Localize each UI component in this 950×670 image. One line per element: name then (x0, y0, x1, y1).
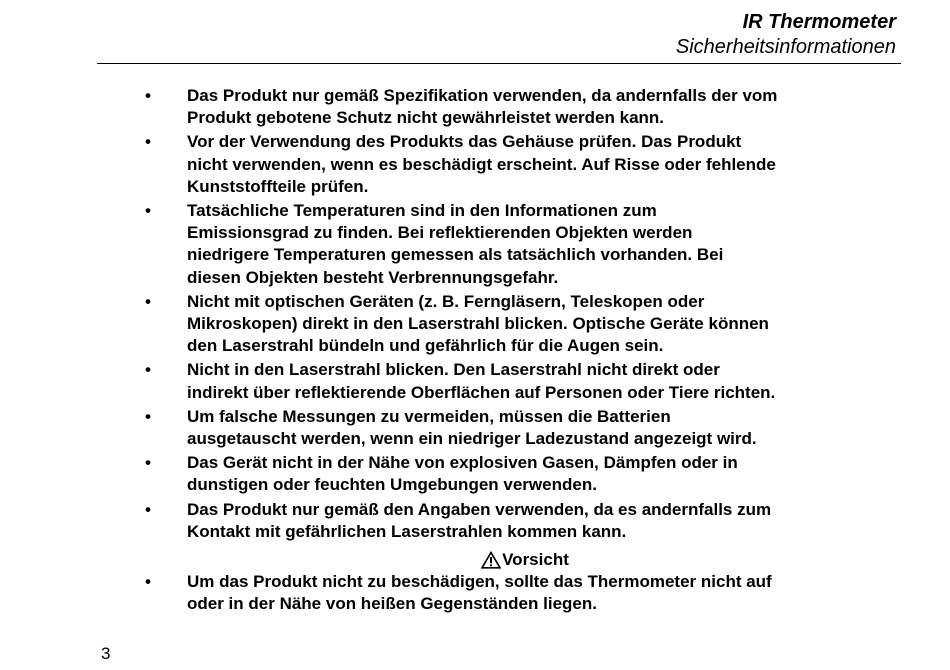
section-title: Sicherheitsinformationen (675, 36, 896, 58)
bullet-icon: • (145, 406, 151, 426)
bullet-icon: • (145, 453, 151, 473)
list-item (145, 406, 865, 450)
list-item-text: Das Produkt nur gemäß Spezifikation verwenden, da andernfalls der vom Produkt gebotene Schutz nicht gewährleistet werden kann. (187, 86, 778, 128)
list-item (145, 452, 865, 496)
document-title: IR Thermometer (742, 11, 896, 33)
list-item-text: Um falsche Messungen zu vermeiden, müssen die Batterien ausgetauscht werden, wenn ein niedriger Ladezustand angezeigt wird. (187, 406, 757, 449)
list-item-text: Nicht mit optischen Geräten (z. B. Ferngläsern, Teleskopen oder Mikroskopen) direkt in den Laserstrahl blicken. Optische Geräte können den Laserstrahl bündeln und gefährlich für die Augen sein. (187, 291, 769, 356)
bullet-icon: • (145, 360, 151, 380)
warning-triangle-icon (481, 551, 501, 569)
bullet-icon: • (145, 572, 151, 592)
list-item (145, 200, 865, 289)
bullet-icon: • (145, 291, 151, 311)
header-divider (97, 63, 901, 64)
list-item-text: Tatsächliche Temperaturen sind in den Informationen zum Emissionsgrad zu finden. Bei reflektierenden Objekten werden niedrigere Temperaturen gemessen als tatsächlich vorhanden. Bei diesen Objekten besteht Verbrennungsgefahr. (187, 201, 724, 287)
list-item-text: Vor der Verwendung des Produkts das Gehäuse prüfen. Das Produkt nicht verwenden, wenn es beschädigt erscheint. Auf Risse oder fehlende Kunststoffteile prüfen. (187, 132, 776, 196)
list-item-text: Das Produkt nur gemäß den Angaben verwenden, da es andernfalls zum Kontakt mit gefährlichen Laserstrahlen kommen kann. (187, 499, 772, 541)
list-item (145, 499, 865, 543)
list-item-text: Das Gerät nicht in der Nähe von explosiven Gasen, Dämpfen oder in dunstigen oder feuchten Umgebungen verwenden. (187, 453, 738, 495)
caution-heading (145, 549, 865, 571)
page-header (676, 10, 896, 60)
list-item (145, 359, 865, 403)
safety-warning-list (145, 85, 865, 543)
bullet-icon: • (145, 201, 151, 221)
list-item-text: Nicht in den Laserstrahl blicken. Den Laserstrahl nicht direkt oder indirekt über reflektierende Oberflächen auf Personen oder Tiere richten. (187, 360, 776, 402)
page-number: 3 (101, 644, 111, 663)
safety-content (145, 85, 865, 617)
caution-list (145, 571, 865, 615)
list-item (145, 291, 865, 358)
list-item (145, 85, 865, 129)
list-item (145, 571, 865, 615)
caution-label: Vorsicht (502, 550, 569, 570)
bullet-icon: • (145, 86, 151, 105)
bullet-icon: • (145, 132, 151, 152)
bullet-icon: • (145, 499, 151, 519)
list-item (145, 131, 865, 198)
list-item-text: Um das Produkt nicht zu beschädigen, sollte das Thermometer nicht auf oder in der Nähe von heißen Gegenständen liegen. (187, 572, 772, 614)
